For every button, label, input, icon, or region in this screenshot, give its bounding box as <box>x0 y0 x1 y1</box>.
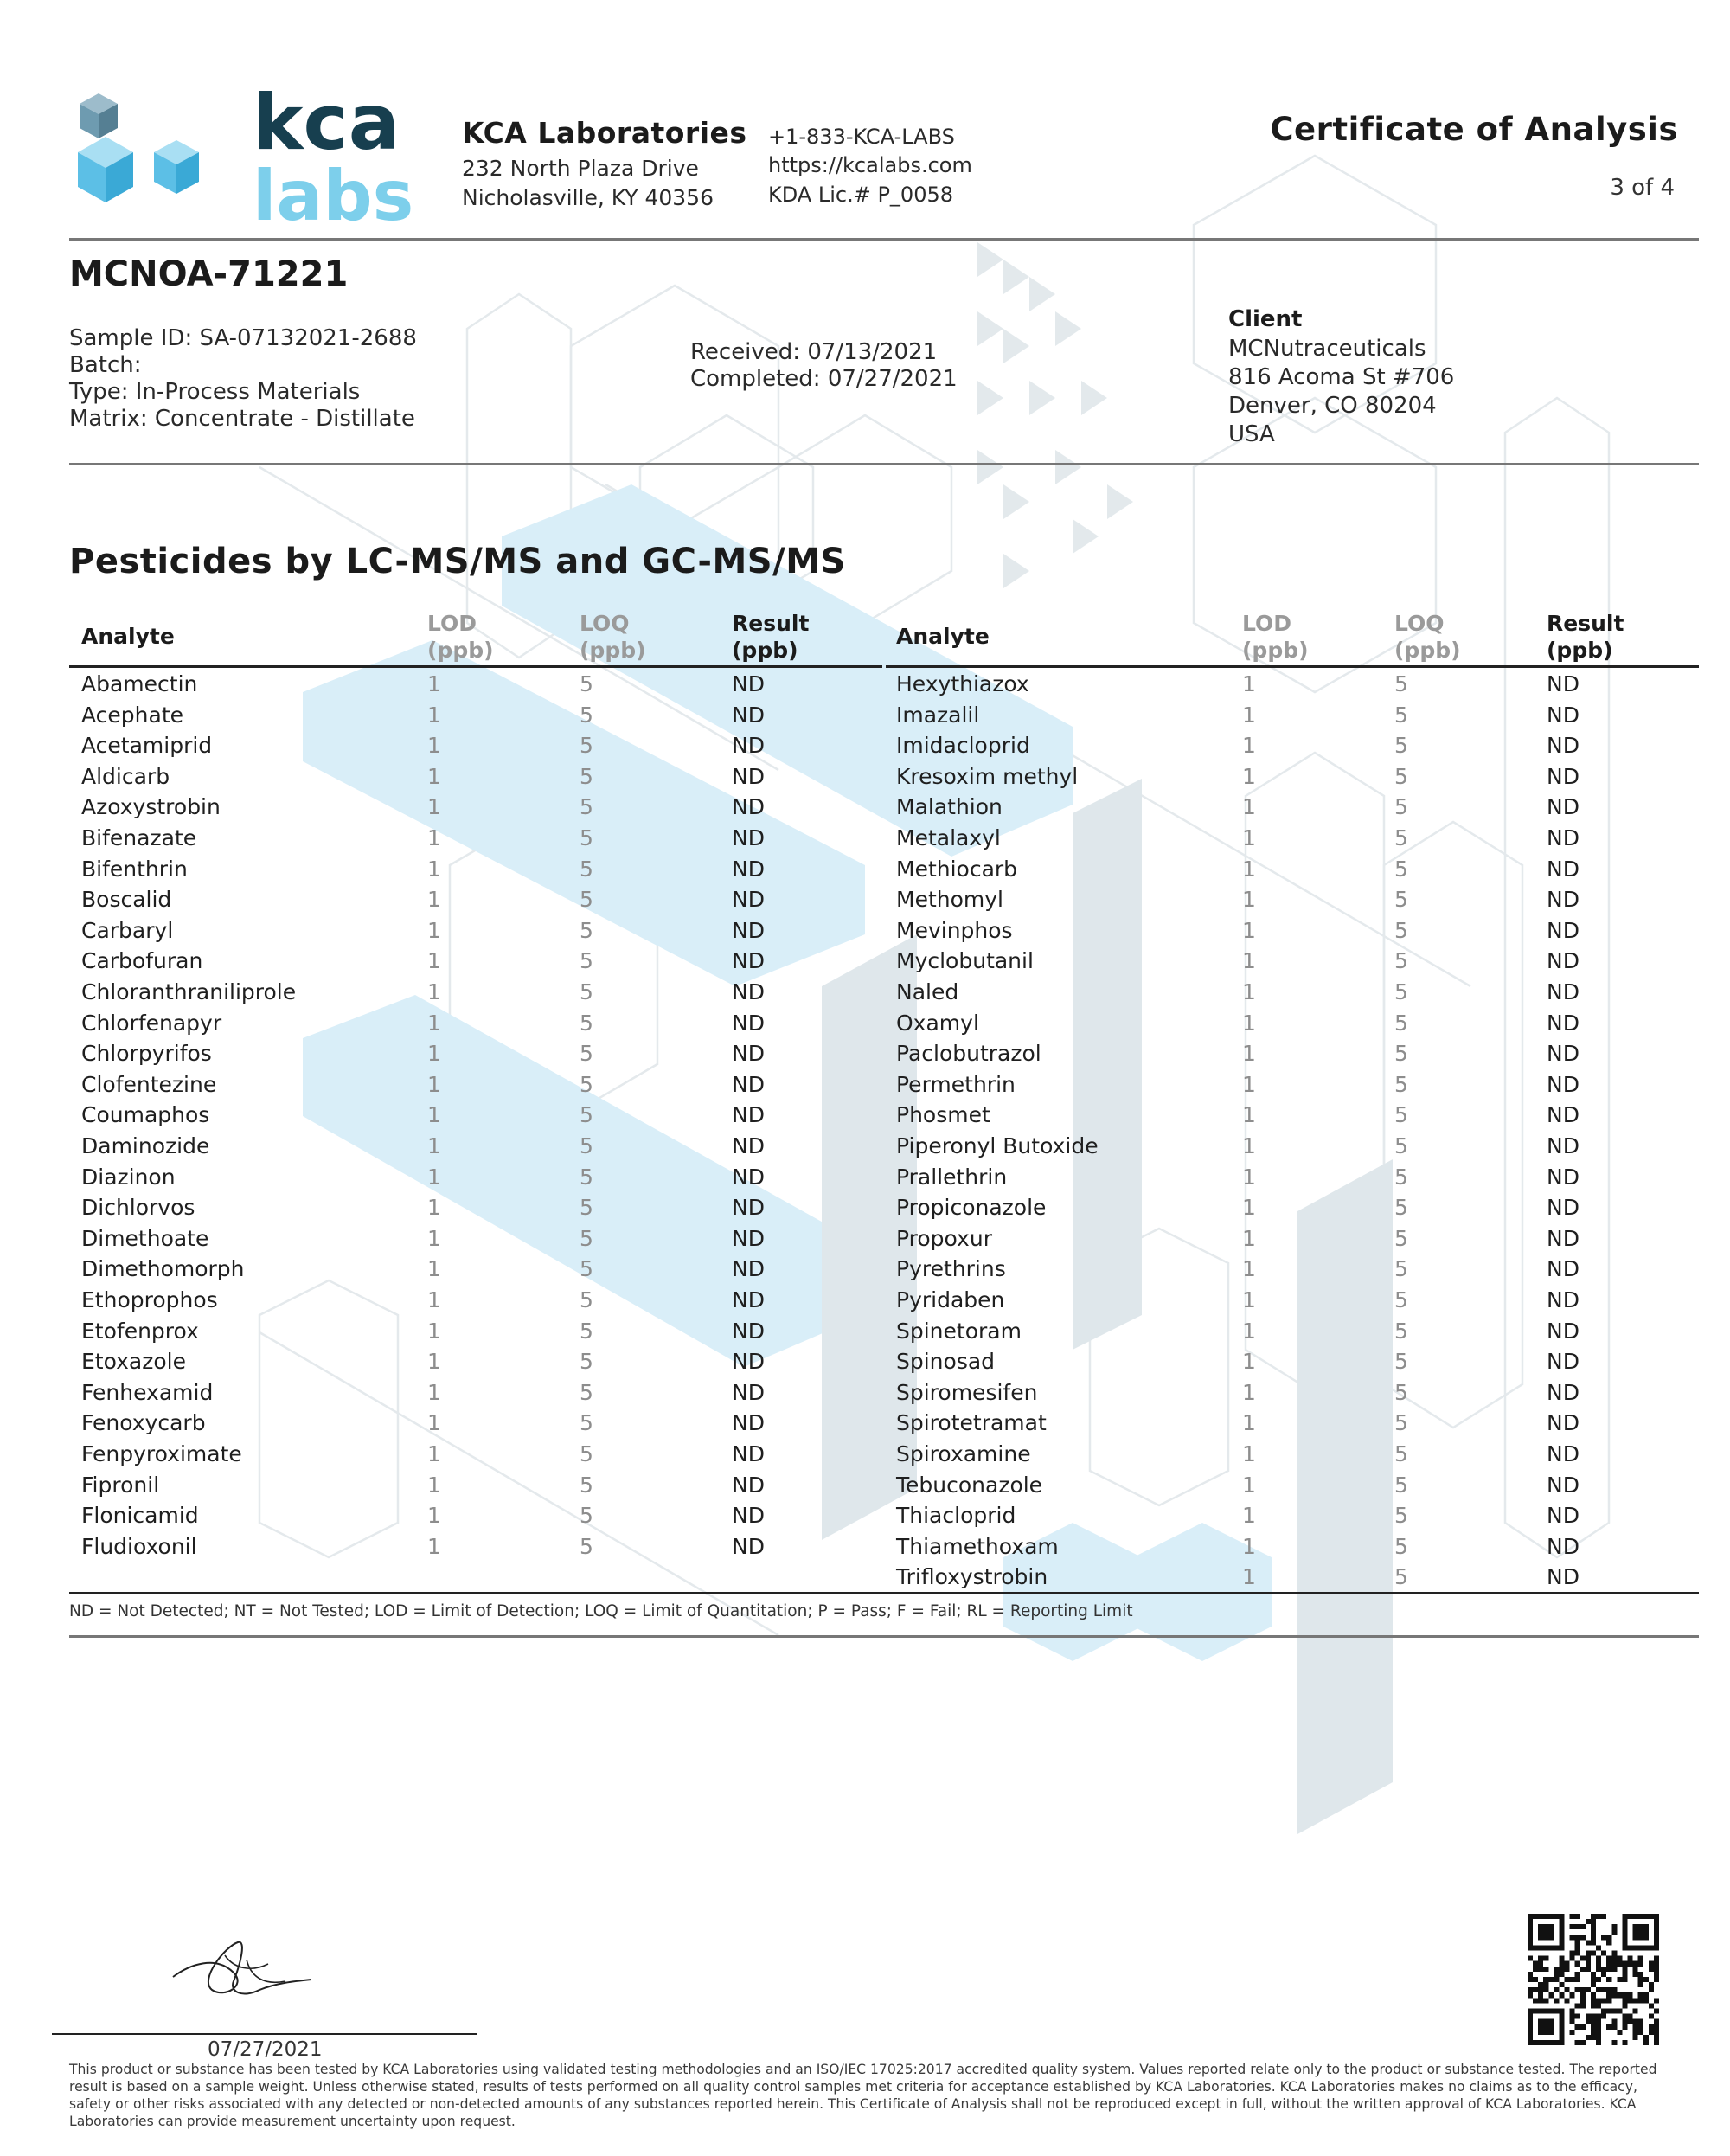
result-cell: ND <box>732 1195 765 1221</box>
sample-title: MCNOA-71221 <box>69 254 349 294</box>
lod-cell: 1 <box>1242 1102 1256 1128</box>
header-divider <box>69 238 1699 241</box>
result-cell: ND <box>732 1041 765 1067</box>
analyte-cell: Azoxystrobin <box>81 794 221 820</box>
lod-cell: 1 <box>427 1533 441 1559</box>
loq-cell: 5 <box>580 887 593 913</box>
client-street: 816 Acoma St #706 <box>1228 364 1455 390</box>
loq-cell: 5 <box>1394 702 1408 728</box>
lod-cell: 1 <box>427 1102 441 1128</box>
lod-cell: 1 <box>1242 733 1256 759</box>
table-header-rule-right <box>886 665 1699 668</box>
lod-cell: 1 <box>1242 671 1256 696</box>
loq-cell: 5 <box>580 1441 593 1466</box>
lod-cell: 1 <box>1242 1379 1256 1405</box>
result-cell: ND <box>1547 1410 1579 1436</box>
client-heading: Client <box>1228 306 1303 332</box>
lod-cell: 1 <box>1242 948 1256 974</box>
loq-cell: 5 <box>1394 1379 1408 1405</box>
analyte-cell: Dimethoate <box>81 1225 209 1251</box>
lod-cell: 1 <box>427 979 441 1004</box>
analyte-cell: Naled <box>896 979 959 1004</box>
result-cell: ND <box>1547 1256 1579 1282</box>
kca-labs-logo <box>45 87 417 234</box>
lod-cell: 1 <box>427 1318 441 1344</box>
result-cell: ND <box>1547 825 1579 850</box>
loq-cell: 5 <box>1394 733 1408 759</box>
analyte-cell: Imidacloprid <box>896 733 1030 759</box>
analyte-cell: Diazinon <box>81 1164 176 1190</box>
legend-divider <box>69 1635 1699 1638</box>
result-cell: ND <box>1547 1164 1579 1190</box>
analyte-cell: Carbofuran <box>81 948 203 974</box>
analyte-cell: Bifenazate <box>81 825 197 850</box>
loq-cell: 5 <box>1394 1195 1408 1221</box>
loq-cell: 5 <box>1394 1041 1408 1067</box>
result-cell: ND <box>1547 1379 1579 1405</box>
loq-cell: 5 <box>1394 948 1408 974</box>
lod-cell: 1 <box>427 856 441 882</box>
result-cell: ND <box>1547 1225 1579 1251</box>
loq-cell: 5 <box>580 733 593 759</box>
analyte-cell: Etoxazole <box>81 1349 186 1375</box>
lod-cell: 1 <box>427 917 441 943</box>
result-cell: ND <box>1547 1071 1579 1097</box>
result-cell: ND <box>732 1533 765 1559</box>
result-cell: ND <box>1547 1349 1579 1375</box>
analyte-cell: Methiocarb <box>896 856 1018 882</box>
result-cell: ND <box>732 671 765 696</box>
lod-cell: 1 <box>1242 979 1256 1004</box>
header-result-unit-left: (ppb) <box>732 638 798 663</box>
header-result-right: Result <box>1547 611 1624 636</box>
result-cell: ND <box>732 1133 765 1158</box>
loq-cell: 5 <box>1394 1472 1408 1498</box>
lod-cell: 1 <box>427 1441 441 1466</box>
lod-cell: 1 <box>427 1133 441 1158</box>
lod-cell: 1 <box>427 733 441 759</box>
lod-cell: 1 <box>1242 917 1256 943</box>
loq-cell: 5 <box>580 1071 593 1097</box>
analyte-cell: Phosmet <box>896 1102 990 1128</box>
result-cell: ND <box>732 1225 765 1251</box>
loq-cell: 5 <box>580 1318 593 1344</box>
lod-cell: 1 <box>1242 1164 1256 1190</box>
loq-cell: 5 <box>1394 763 1408 789</box>
lod-cell: 1 <box>427 887 441 913</box>
loq-cell: 5 <box>1394 1071 1408 1097</box>
result-cell: ND <box>1547 733 1579 759</box>
loq-cell: 5 <box>580 856 593 882</box>
disclaimer-text: This product or substance has been tested by KCA Laboratories using validated testing methodologies and an ISO/IEC 17025:2017 accredited quality system. Values reported relate only to the product or substance tested. The reported result is based on a sample weight. Unless otherwise stated, results of tests performed on all quality control samples met criteria for acceptance established by KCA Laboratories. KCA Laboratories makes no claims as to the efficacy, safety or other risks associated with any detected or non-detected amounts of any substances reported herein. This Certificate of Analysis shall not be reproduced except in full, without the written approval of KCA Laboratories. KCA Laboratories can provide measurement uncertainty upon request. <box>69 2062 1657 2129</box>
result-cell: ND <box>1547 979 1579 1004</box>
lab-website-link[interactable]: https://kcalabs.com <box>768 153 972 177</box>
sample-matrix: Matrix: Concentrate - Distillate <box>69 406 415 432</box>
result-cell: ND <box>732 1318 765 1344</box>
sample-batch: Batch: <box>69 352 142 378</box>
result-cell: ND <box>1547 1533 1579 1559</box>
analyte-cell: Methomyl <box>896 887 1003 913</box>
lod-cell: 1 <box>1242 1195 1256 1221</box>
lod-cell: 1 <box>427 1349 441 1375</box>
lod-cell: 1 <box>427 1256 441 1282</box>
lab-address-line2: Nicholasville, KY 40356 <box>462 185 714 210</box>
analyte-cell: Metalaxyl <box>896 825 1001 850</box>
sample-type: Type: In-Process Materials <box>69 379 361 405</box>
loq-cell: 5 <box>1394 1102 1408 1128</box>
header-analyte-left: Analyte <box>81 624 175 649</box>
lod-cell: 1 <box>1242 1503 1256 1529</box>
loq-cell: 5 <box>1394 794 1408 820</box>
loq-cell: 5 <box>1394 1225 1408 1251</box>
table-bottom-rule <box>69 1592 1699 1594</box>
header-result-left: Result <box>732 611 810 636</box>
loq-cell: 5 <box>580 825 593 850</box>
result-cell: ND <box>1547 1318 1579 1344</box>
lod-cell: 1 <box>1242 1256 1256 1282</box>
header-lod-unit-right: (ppb) <box>1242 638 1309 663</box>
table-header-rule-left <box>69 665 882 668</box>
analyte-cell: Propiconazole <box>896 1195 1047 1221</box>
client-name: MCNutraceuticals <box>1228 336 1426 362</box>
lod-cell: 1 <box>427 1041 441 1067</box>
loq-cell: 5 <box>1394 1564 1408 1590</box>
lod-cell: 1 <box>427 1472 441 1498</box>
result-cell: ND <box>1547 702 1579 728</box>
loq-cell: 5 <box>580 1379 593 1405</box>
analyte-cell: Pyrethrins <box>896 1256 1006 1282</box>
result-cell: ND <box>732 1410 765 1436</box>
lod-cell: 1 <box>427 1071 441 1097</box>
lod-cell: 1 <box>1242 1287 1256 1312</box>
lod-cell: 1 <box>1242 794 1256 820</box>
analyte-cell: Daminozide <box>81 1133 210 1158</box>
result-cell: ND <box>732 887 765 913</box>
lod-cell: 1 <box>1242 1472 1256 1498</box>
result-cell: ND <box>1547 948 1579 974</box>
loq-cell: 5 <box>580 948 593 974</box>
analyte-cell: Imazalil <box>896 702 980 728</box>
received-date: Received: 07/13/2021 <box>690 339 938 365</box>
analyte-cell: Flonicamid <box>81 1503 199 1529</box>
result-cell: ND <box>1547 1195 1579 1221</box>
result-cell: ND <box>1547 1133 1579 1158</box>
analyte-cell: Spiroxamine <box>896 1441 1031 1466</box>
lod-cell: 1 <box>427 1010 441 1036</box>
lab-phone: +1-833-KCA-LABS <box>768 125 955 149</box>
result-cell: ND <box>732 825 765 850</box>
analyte-cell: Piperonyl Butoxide <box>896 1133 1099 1158</box>
section-title: Pesticides by LC-MS/MS and GC-MS/MS <box>69 542 846 581</box>
loq-cell: 5 <box>580 794 593 820</box>
loq-cell: 5 <box>580 1503 593 1529</box>
analyte-cell: Dichlorvos <box>81 1195 195 1221</box>
loq-cell: 5 <box>1394 887 1408 913</box>
analyte-cell: Hexythiazox <box>896 671 1029 696</box>
lod-cell: 1 <box>1242 1071 1256 1097</box>
header-loq-unit-right: (ppb) <box>1394 638 1461 663</box>
analyte-cell: Acetamiprid <box>81 733 213 759</box>
loq-cell: 5 <box>580 1256 593 1282</box>
analyte-cell: Mevinphos <box>896 917 1013 943</box>
lod-cell: 1 <box>1242 1318 1256 1344</box>
analyte-cell: Chloranthraniliprole <box>81 979 297 1004</box>
analyte-cell: Oxamyl <box>896 1010 979 1036</box>
result-cell: ND <box>732 1503 765 1529</box>
loq-cell: 5 <box>580 979 593 1004</box>
lod-cell: 1 <box>427 1287 441 1312</box>
result-cell: ND <box>732 1071 765 1097</box>
analyte-cell: Acephate <box>81 702 184 728</box>
result-cell: ND <box>1547 856 1579 882</box>
result-cell: ND <box>732 1164 765 1190</box>
analyte-cell: Thiamethoxam <box>896 1533 1059 1559</box>
page-number: 3 of 4 <box>1610 175 1675 201</box>
analyte-cell: Fenoxycarb <box>81 1410 206 1436</box>
analyte-cell: Propoxur <box>896 1225 992 1251</box>
lod-cell: 1 <box>427 1195 441 1221</box>
signature-line <box>52 2033 477 2035</box>
lod-cell: 1 <box>1242 702 1256 728</box>
result-cell: ND <box>732 763 765 789</box>
lod-cell: 1 <box>427 1164 441 1190</box>
loq-cell: 5 <box>1394 1349 1408 1375</box>
analyte-cell: Chlorpyrifos <box>81 1041 212 1067</box>
lod-cell: 1 <box>1242 1410 1256 1436</box>
lod-cell: 1 <box>1242 1225 1256 1251</box>
loq-cell: 5 <box>1394 1164 1408 1190</box>
result-cell: ND <box>1547 1287 1579 1312</box>
analyte-cell: Myclobutanil <box>896 948 1034 974</box>
loq-cell: 5 <box>580 1133 593 1158</box>
loq-cell: 5 <box>1394 1441 1408 1466</box>
lod-cell: 1 <box>1242 1349 1256 1375</box>
result-cell: ND <box>732 917 765 943</box>
analyte-cell: Fipronil <box>81 1472 160 1498</box>
loq-cell: 5 <box>580 1533 593 1559</box>
analyte-cell: Spirotetramat <box>896 1410 1047 1436</box>
result-cell: ND <box>732 702 765 728</box>
logo-text-labs: labs <box>253 156 414 234</box>
analyte-cell: Fludioxonil <box>81 1533 197 1559</box>
result-cell: ND <box>1547 1441 1579 1466</box>
loq-cell: 5 <box>1394 1287 1408 1312</box>
header-loq-unit-left: (ppb) <box>580 638 646 663</box>
logo-cubes-icon <box>78 93 199 202</box>
result-cell: ND <box>732 794 765 820</box>
lod-cell: 1 <box>1242 856 1256 882</box>
sample-id: Sample ID: SA-07132021-2688 <box>69 325 417 351</box>
result-cell: ND <box>732 1010 765 1036</box>
analyte-cell: Malathion <box>896 794 1003 820</box>
header-lod-unit-left: (ppb) <box>427 638 494 663</box>
lod-cell: 1 <box>427 763 441 789</box>
loq-cell: 5 <box>580 1410 593 1436</box>
analyte-cell: Ethoprophos <box>81 1287 218 1312</box>
loq-cell: 5 <box>580 702 593 728</box>
analyte-cell: Etofenprox <box>81 1318 199 1344</box>
header-loq-left: LOQ <box>580 611 630 636</box>
lod-cell: 1 <box>427 825 441 850</box>
lod-cell: 1 <box>427 1503 441 1529</box>
loq-cell: 5 <box>1394 917 1408 943</box>
analyte-cell: Paclobutrazol <box>896 1041 1041 1067</box>
loq-cell: 5 <box>1394 1133 1408 1158</box>
lod-cell: 1 <box>427 794 441 820</box>
loq-cell: 5 <box>580 1287 593 1312</box>
loq-cell: 5 <box>580 763 593 789</box>
analyte-cell: Spiromesifen <box>896 1379 1038 1405</box>
analyte-cell: Tebuconazole <box>896 1472 1043 1498</box>
header-lod-left: LOD <box>427 611 477 636</box>
result-cell: ND <box>732 1441 765 1466</box>
analyte-cell: Fenhexamid <box>81 1379 214 1405</box>
result-cell: ND <box>732 1379 765 1405</box>
analyte-cell: Chlorfenapyr <box>81 1010 222 1036</box>
loq-cell: 5 <box>1394 1410 1408 1436</box>
result-cell: ND <box>1547 917 1579 943</box>
loq-cell: 5 <box>580 671 593 696</box>
result-cell: ND <box>732 856 765 882</box>
lod-cell: 1 <box>1242 1533 1256 1559</box>
analyte-cell: Trifloxystrobin <box>896 1564 1048 1590</box>
client-country: USA <box>1228 421 1275 447</box>
loq-cell: 5 <box>580 1225 593 1251</box>
loq-cell: 5 <box>580 1195 593 1221</box>
lod-cell: 1 <box>427 1379 441 1405</box>
loq-cell: 5 <box>580 1164 593 1190</box>
header-lod-right: LOD <box>1242 611 1292 636</box>
analyte-cell: Carbaryl <box>81 917 174 943</box>
legend-text: ND = Not Detected; NT = Not Tested; LOD = Limit of Detection; LOQ = Limit of Quantitation; P = Pass; F = Fail; RL = Reporting Limit <box>69 1602 1133 1620</box>
loq-cell: 5 <box>1394 825 1408 850</box>
analyte-cell: Thiacloprid <box>896 1503 1016 1529</box>
result-cell: ND <box>1547 1041 1579 1067</box>
lab-address-line1: 232 North Plaza Drive <box>462 156 699 181</box>
result-cell: ND <box>732 948 765 974</box>
loq-cell: 5 <box>1394 1010 1408 1036</box>
analyte-cell: Dimethomorph <box>81 1256 245 1282</box>
certificate-title: Certificate of Analysis <box>1270 111 1678 148</box>
lod-cell: 1 <box>427 671 441 696</box>
lab-license: KDA Lic.# P_0058 <box>768 183 953 207</box>
loq-cell: 5 <box>580 917 593 943</box>
loq-cell: 5 <box>1394 979 1408 1004</box>
result-cell: ND <box>732 1256 765 1282</box>
result-cell: ND <box>1547 671 1579 696</box>
result-cell: ND <box>1547 794 1579 820</box>
analyte-cell: Boscalid <box>81 887 172 913</box>
analyte-cell: Prallethrin <box>896 1164 1008 1190</box>
analyte-cell: Abamectin <box>81 671 198 696</box>
analyte-cell: Bifenthrin <box>81 856 188 882</box>
loq-cell: 5 <box>580 1102 593 1128</box>
result-cell: ND <box>732 1349 765 1375</box>
result-cell: ND <box>1547 1503 1579 1529</box>
analyte-cell: Fenpyroximate <box>81 1441 242 1466</box>
result-cell: ND <box>1547 887 1579 913</box>
analyte-cell: Spinetoram <box>896 1318 1022 1344</box>
result-cell: ND <box>732 1287 765 1312</box>
loq-cell: 5 <box>580 1010 593 1036</box>
lod-cell: 1 <box>1242 1441 1256 1466</box>
signature-date: 07/27/2021 <box>208 2038 323 2061</box>
lod-cell: 1 <box>427 948 441 974</box>
header-loq-right: LOQ <box>1394 611 1445 636</box>
qr-code[interactable] <box>1528 1914 1659 2045</box>
completed-date: Completed: 07/27/2021 <box>690 366 958 392</box>
lod-cell: 1 <box>1242 1010 1256 1036</box>
analyte-cell: Aldicarb <box>81 763 170 789</box>
analyte-cell: Pyridaben <box>896 1287 1005 1312</box>
analyte-cell: Permethrin <box>896 1071 1016 1097</box>
analyte-cell: Coumaphos <box>81 1102 210 1128</box>
signature-mark <box>164 1929 329 2007</box>
lod-cell: 1 <box>1242 1133 1256 1158</box>
loq-cell: 5 <box>580 1472 593 1498</box>
lod-cell: 1 <box>1242 825 1256 850</box>
lod-cell: 1 <box>427 1410 441 1436</box>
lod-cell: 1 <box>1242 887 1256 913</box>
loq-cell: 5 <box>1394 671 1408 696</box>
logo-text-kca: kca <box>253 87 400 167</box>
lod-cell: 1 <box>1242 1041 1256 1067</box>
loq-cell: 5 <box>1394 1533 1408 1559</box>
loq-cell: 5 <box>580 1349 593 1375</box>
analyte-cell: Spinosad <box>896 1349 996 1375</box>
client-city: Denver, CO 80204 <box>1228 393 1437 419</box>
header-analyte-right: Analyte <box>896 624 990 649</box>
result-cell: ND <box>1547 1564 1579 1590</box>
lod-cell: 1 <box>427 1225 441 1251</box>
loq-cell: 5 <box>1394 1503 1408 1529</box>
result-cell: ND <box>732 1102 765 1128</box>
loq-cell: 5 <box>1394 1256 1408 1282</box>
loq-cell: 5 <box>580 1041 593 1067</box>
result-cell: ND <box>1547 1472 1579 1498</box>
analyte-cell: Kresoxim methyl <box>896 763 1079 789</box>
lod-cell: 1 <box>1242 763 1256 789</box>
result-cell: ND <box>732 979 765 1004</box>
lod-cell: 1 <box>427 702 441 728</box>
lod-cell: 1 <box>1242 1564 1256 1590</box>
analyte-cell: Clofentezine <box>81 1071 217 1097</box>
loq-cell: 5 <box>1394 856 1408 882</box>
result-cell: ND <box>732 733 765 759</box>
lab-name: KCA Laboratories <box>462 116 747 150</box>
loq-cell: 5 <box>1394 1318 1408 1344</box>
result-cell: ND <box>1547 1010 1579 1036</box>
result-cell: ND <box>1547 1102 1579 1128</box>
header-result-unit-right: (ppb) <box>1547 638 1613 663</box>
result-cell: ND <box>1547 763 1579 789</box>
sample-divider <box>69 463 1699 465</box>
result-cell: ND <box>732 1472 765 1498</box>
